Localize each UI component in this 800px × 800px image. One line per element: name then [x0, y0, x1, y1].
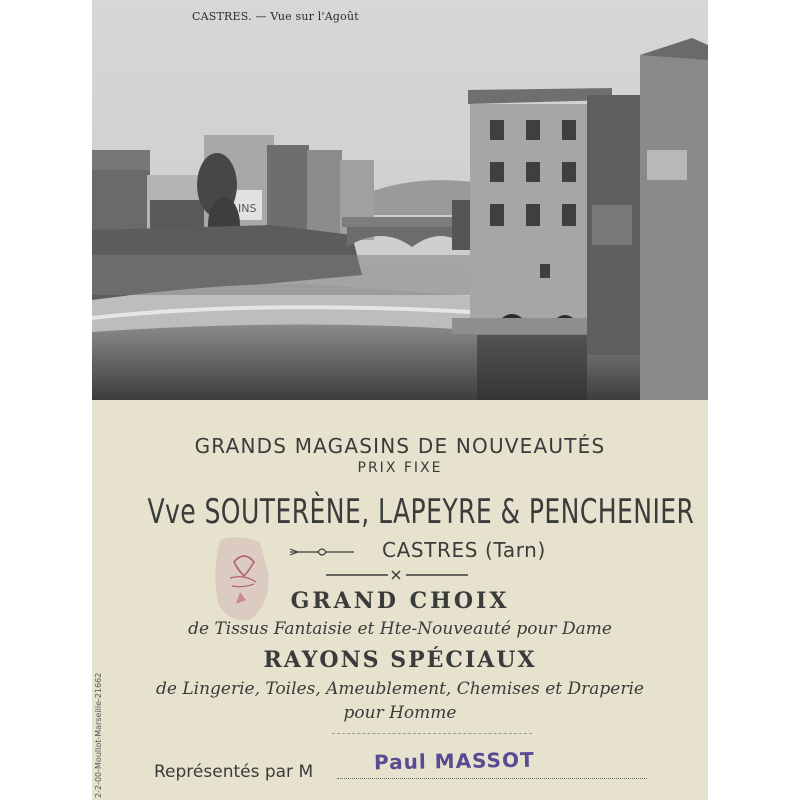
representative-dotted-line	[337, 778, 647, 779]
printer-imprint: 2-2-00-Moullot-Marseille-21662	[94, 672, 103, 798]
divider-ornament	[322, 568, 472, 582]
ornament-flourish	[288, 545, 378, 559]
prix-fixe-label: PRIX FIXE	[357, 460, 443, 476]
rayons-speciaux-heading: RAYONS SPÉCIAUX	[263, 647, 537, 673]
grand-choix-heading: GRAND CHOIX	[290, 588, 510, 614]
store-heading: GRANDS MAGASINS DE NOUVEAUTÉS	[194, 434, 606, 458]
pour-homme-line: pour Homme	[343, 703, 457, 723]
castres-river-view	[92, 0, 708, 400]
lingerie-line: de Lingerie, Toiles, Ameublement, Chemises et Draperie	[156, 679, 644, 699]
representative-stamp: Paul MASSOT	[373, 747, 535, 775]
tissus-line: de Tissus Fantaisie et Hte-Nouveauté pour Dame	[188, 619, 612, 639]
advertisement-card	[92, 400, 708, 800]
hotel-sign-text: INS	[238, 202, 257, 215]
represented-by-label: Représentés par M	[154, 762, 314, 782]
separator-line	[332, 733, 532, 734]
city-label: CASTRES (Tarn)	[382, 538, 546, 562]
company-name: Vve SOUTERÈNE, LAPEYRE & PENCHENIER	[147, 492, 695, 532]
postcard-photo	[92, 0, 708, 400]
photo-caption: CASTRES. — Vue sur l'Agoût	[192, 10, 359, 23]
